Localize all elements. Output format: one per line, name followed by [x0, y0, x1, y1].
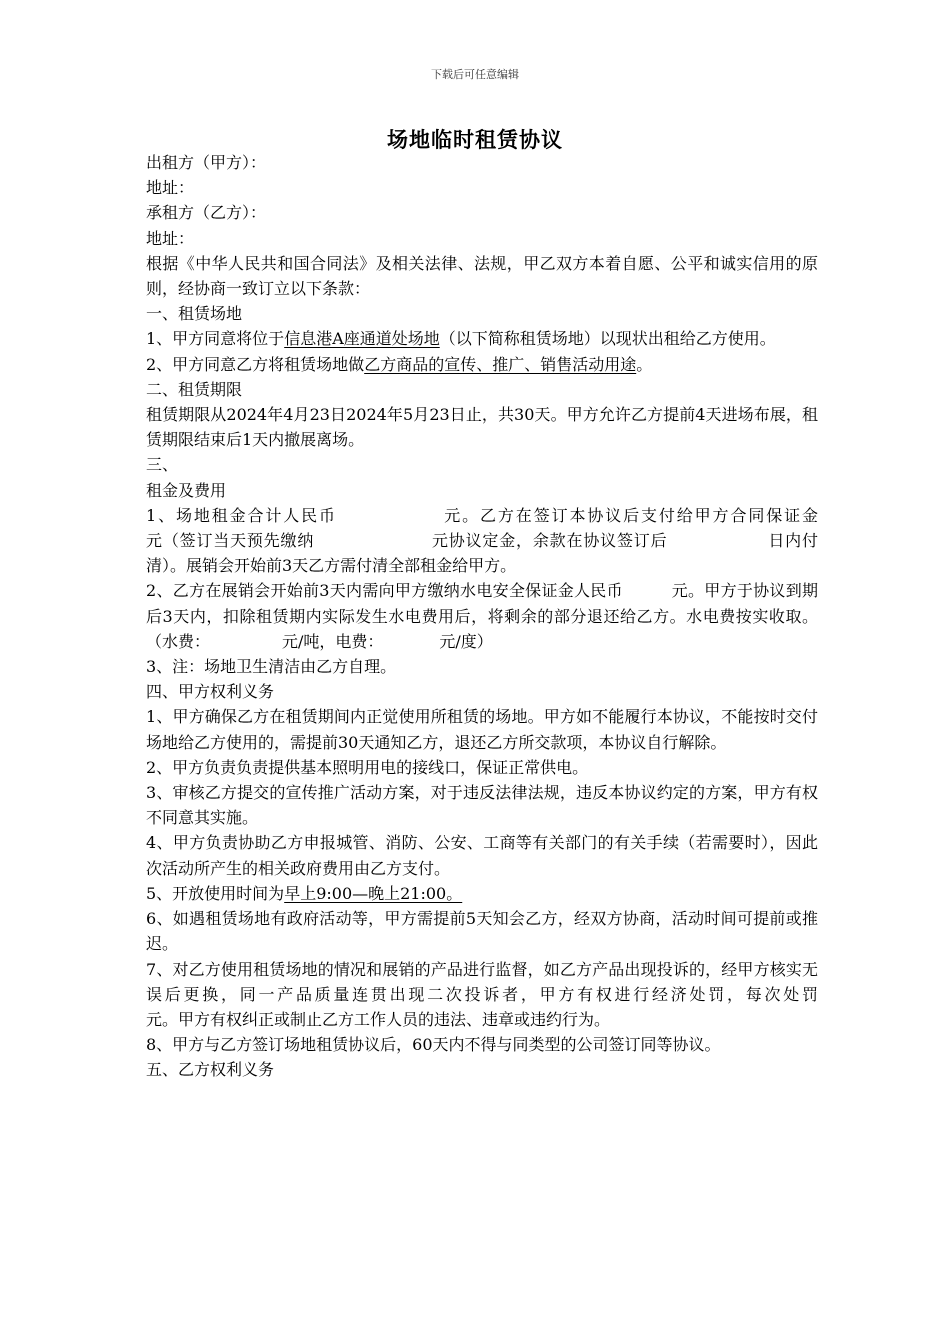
clause-text: 。	[636, 354, 653, 374]
clause-4-8: 8、甲方与乙方签订场地租赁协议后，60天内不得与同类型的公司签订同等协议。	[146, 1035, 721, 1055]
opening-hours: 早上9:00—晚上21:00。	[284, 883, 463, 903]
clause-4-3: 3、审核乙方提交的宣传推广活动方案，对于违反法律法规，违反本协议约定的方案，甲方有权不同意其实施。	[146, 783, 818, 828]
section-heading-2: 二、租赁期限	[146, 379, 243, 399]
clause-3-1: 1、场地租金合计人民币 元。乙方在签订本协议后支付给甲方合同保证金 元（签订当天预先缴纳 元协议定金，余款在协议签订后 日内付清）。展销会开始前3天乙方需付清全部租金给甲方。	[146, 505, 915, 576]
clause-text: 5、开放使用时间为	[146, 883, 285, 903]
clause-text: 1、甲方同意将位于	[146, 329, 285, 349]
lessor-line: 出租方（甲方）：	[146, 153, 267, 172]
section-heading-3: 租金及费用	[146, 480, 227, 500]
clause-4-5	[146, 881, 818, 906]
clause-4-7: 7、对乙方使用租赁场地的情况和展销的产品进行监督，如乙方产品出现投诉的，经甲方核实无误后更换，同一产品质量连贯出现二次投诉者，甲方有权进行经济处罚，每次处罚 元。甲方有权纠正或制止乙方工作人员的违法、违章或违约行为。	[146, 959, 947, 1029]
clause-4-4: 4、甲方负责协助乙方申报城管、消防、公安、工商等有关部门的有关手续（若需要时），因此次活动所产生的相关政府费用由乙方支付。	[146, 833, 818, 878]
lessee-address-line: 地址：	[146, 228, 195, 248]
section-heading-3-number: 三、	[146, 455, 179, 475]
header-note: 下载后可任意编辑	[431, 68, 519, 81]
clause-3-2: 2、乙方在展销会开始前3天内需向甲方缴纳水电安全保证金人民币 元。甲方于协议到期后3天内，扣除租赁期内实际发生水电费用后，将剩余的部分退还给乙方。水电费按实收取。（水费： 元/吨，电费： 元/度）	[146, 581, 818, 651]
clause-4-6: 6、如遇租赁场地有政府活动等，甲方需提前5天知会乙方，经双方协商，活动时间可提前或推迟。	[146, 909, 818, 954]
clause-1-1	[146, 326, 818, 351]
preamble: 根据《中华人民共和国合同法》及相关法律、法规，甲乙双方本着自愿、公平和诚实信用的原则，经协商一致订立以下条款：	[146, 253, 818, 299]
clause-4-1: 1、甲方确保乙方在租赁期间内正觉使用所租赁的场地。甲方如不能履行本协议，不能按时交付场地给乙方使用的，需提前30天通知乙方，退还乙方所交款项，本协议自行解除。	[146, 707, 818, 752]
venue-location: 信息港A座通道处场地	[284, 329, 440, 349]
venue-purpose: 乙方商品的宣传、推广、销售活动用途	[364, 354, 637, 374]
section-heading-4: 四、甲方权利义务	[146, 682, 275, 702]
section-heading-1: 一、租赁场地	[146, 304, 243, 324]
clause-4-2: 2、甲方负责负责提供基本照明用电的接线口，保证正常供电。	[146, 757, 589, 777]
document-title: 场地临时租赁协议	[387, 128, 563, 152]
clause-text: （以下简称租赁场地）以现状出租给乙方使用。	[439, 329, 776, 349]
lessor-address-line: 地址：	[146, 178, 195, 198]
clause-1-2	[146, 352, 818, 377]
clause-text: 2、甲方同意乙方将租赁场地做	[146, 354, 365, 374]
document-body	[146, 150, 947, 1083]
section-heading-5: 五、乙方权利义务	[146, 1060, 275, 1080]
clause-3-3: 3、注：场地卫生清洁由乙方自理。	[146, 657, 397, 677]
lease-period-clause: 租赁期限从2024年4月23日2024年5月23日止，共30天。甲方允许乙方提前4天进场布展，租赁期限结束后1天内撤展离场。	[146, 405, 818, 450]
lessee-line: 承租方（乙方）：	[146, 203, 267, 223]
